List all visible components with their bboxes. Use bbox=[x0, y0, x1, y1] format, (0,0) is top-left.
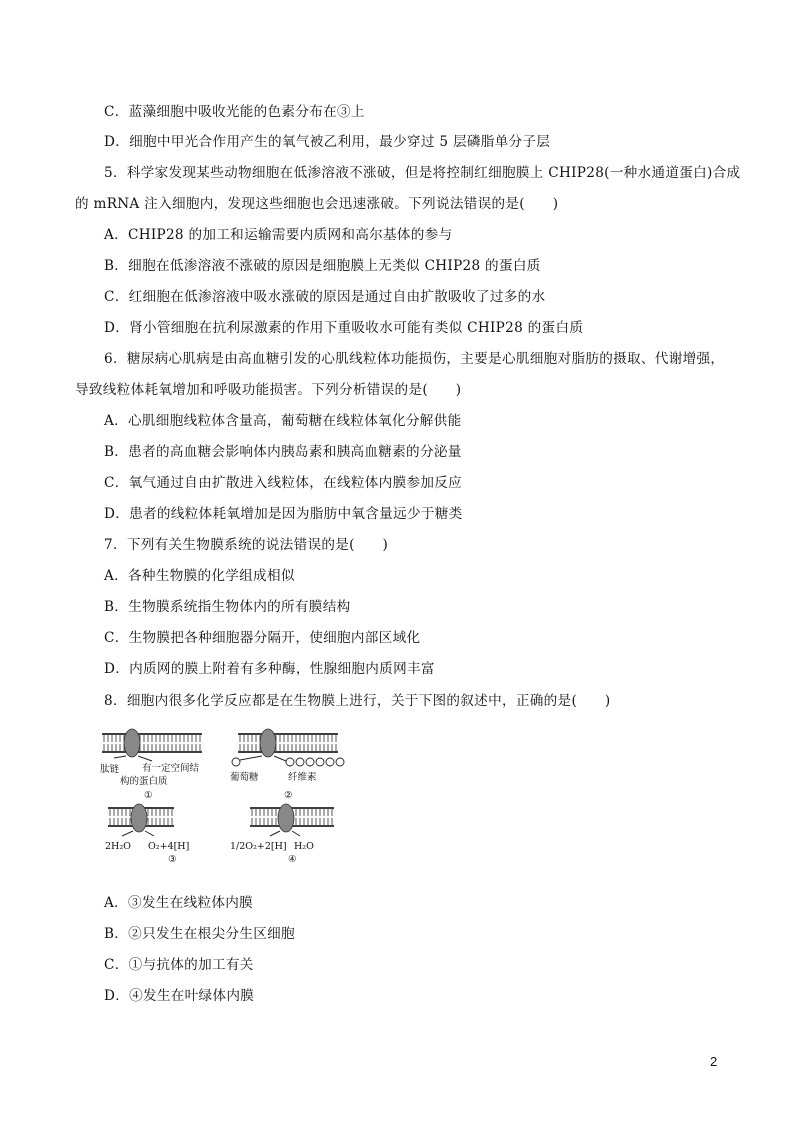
panel-1-number: ① bbox=[144, 790, 153, 801]
panel-1-right-label-2: 构的蛋白质 bbox=[120, 776, 168, 787]
text-line: D．患者的线粒体耗氧增加是因为脂肪中氧含量远少于糖类 bbox=[104, 506, 463, 522]
page-number: 2 bbox=[710, 1054, 718, 1069]
text-line: A．各种生物膜的化学组成相似 bbox=[104, 568, 295, 584]
text-line: C．蓝藻细胞中吸收光能的色素分布在③上 bbox=[104, 104, 365, 120]
panel-3 bbox=[105, 804, 189, 865]
text-line: 8．细胞内很多化学反应都是在生物膜上进行，关于下图的叙述中，正确的是( ) bbox=[104, 693, 611, 709]
option-d: D．④发生在叶绿体内膜 bbox=[104, 988, 255, 1004]
option-a: A．③发生在线粒体内膜 bbox=[104, 895, 254, 911]
option-c: C．①与抗体的加工有关 bbox=[104, 957, 254, 973]
panel-4 bbox=[230, 804, 334, 865]
membrane-figure bbox=[100, 728, 360, 865]
text-line: 导致线粒体耗氧增加和呼吸功能损害。下列分析错误的是( ) bbox=[75, 382, 462, 398]
panel-2 bbox=[230, 729, 344, 801]
panel-2-left-label: 葡萄糖 bbox=[230, 772, 259, 783]
panel-1-right-label: 有一定空间结 bbox=[142, 763, 200, 774]
text-line: C．氧气通过自由扩散进入线粒体，在线粒体内膜参加反应 bbox=[104, 475, 463, 491]
text-line: C．红细胞在低渗溶液中吸水涨破的原因是通过自由扩散吸收了过多的水 bbox=[104, 289, 546, 305]
panel-1-left-label: 肽链 bbox=[100, 764, 120, 775]
panel-2-number: ② bbox=[284, 790, 293, 801]
option-b: B．②只发生在根尖分生区细胞 bbox=[104, 926, 295, 942]
text-line: 6．糖尿病心肌病是由高血糖引发的心肌线粒体功能损伤，主要是心肌细胞对脂肪的摄取、代谢增强， bbox=[104, 351, 725, 367]
text-line: 7．下列有关生物膜系统的说法错误的是( ) bbox=[104, 537, 389, 553]
panel-1 bbox=[100, 729, 202, 801]
text-line: B．患者的高血糖会影响体内胰岛素和胰高血糖素的分泌量 bbox=[104, 444, 462, 460]
text-line: B．生物膜系统指生物体内的所有膜结构 bbox=[104, 599, 351, 615]
text-line: A．心肌细胞线粒体含量高，葡萄糖在线粒体氧化分解供能 bbox=[104, 413, 462, 429]
panel-4-left-label: 1/2O₂+2[H] bbox=[230, 841, 287, 852]
panel-3-number: ③ bbox=[168, 854, 177, 865]
text-line: D．肾小管细胞在抗利尿激素的作用下重吸收水可能有类似 CHIP28 的蛋白质 bbox=[104, 320, 584, 336]
text-line: B．细胞在低渗溶液不涨破的原因是细胞膜上无类似 CHIP28 的蛋白质 bbox=[104, 258, 541, 274]
membrane-diagram bbox=[100, 728, 360, 865]
panel-3-left-label: 2H₂O bbox=[105, 841, 131, 852]
panel-2-right-label: 纤维素 bbox=[288, 772, 317, 783]
text-line: D．细胞中甲光合作用产生的氧气被乙利用，最少穿过 5 层磷脂单分子层 bbox=[104, 134, 551, 150]
text-line: C．生物膜把各种细胞器分隔开，使细胞内部区域化 bbox=[104, 630, 421, 646]
text-line: 的 mRNA 注入细胞内，发现这些细胞也会迅速涨破。下列说法错误的是( ) bbox=[75, 196, 559, 212]
text-line: 5．科学家发现某些动物细胞在低渗溶液不涨破，但是将控制红细胞膜上 CHIP28(一种水通道蛋白)合成 bbox=[104, 165, 741, 181]
text-line: D．内质网的膜上附着有多种酶，性腺细胞内质网丰富 bbox=[104, 661, 435, 677]
panel-3-right-label: O₂+4[H] bbox=[148, 841, 190, 852]
panel-4-right-label: H₂O bbox=[294, 841, 314, 852]
panel-4-number: ④ bbox=[288, 854, 297, 865]
text-line: A．CHIP28 的加工和运输需要内质网和高尔基体的参与 bbox=[104, 227, 453, 243]
